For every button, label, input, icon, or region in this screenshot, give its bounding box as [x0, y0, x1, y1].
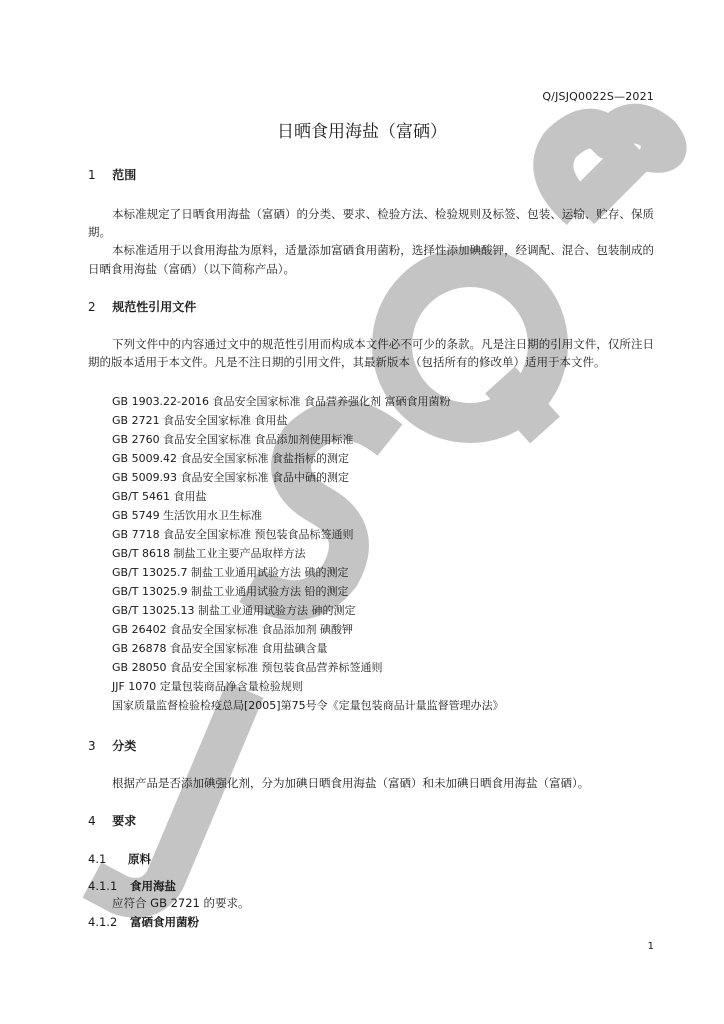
section-4-heading: [88, 812, 136, 829]
reference-item: GB 5009.42 食品安全国家标准 食盐指标的测定: [112, 452, 350, 465]
subsection-title: 食用海盐: [130, 879, 177, 893]
subsection-4-1-1-text: 应符合 GB 2721 的要求。: [112, 896, 250, 910]
subsection-number: 4.1.1: [88, 879, 118, 893]
subsection-4-1-1-heading: [88, 878, 176, 894]
subsection-number: 4.1.2: [88, 915, 118, 929]
section-number: 2: [88, 300, 96, 314]
section-1-heading: [88, 166, 136, 183]
section-2-heading: [88, 298, 196, 315]
reference-item: GB 5749 生活饮用水卫生标准: [112, 509, 263, 522]
section-title: 范围: [112, 168, 137, 182]
subsection-4-1-2-heading: [88, 914, 199, 930]
reference-item: GB/T 13025.7 制盐工业通用试验方法 碘的测定: [112, 566, 349, 579]
section-3-body: [88, 774, 654, 792]
reference-item: GB 28050 食品安全国家标准 预包装食品营养标签通则: [112, 661, 383, 674]
subsection-title: 原料: [128, 852, 152, 866]
reference-item: GB/T 13025.13 制盐工业通用试验方法 砷的测定: [112, 604, 356, 617]
reference-item: GB/T 13025.9 制盐工业通用试验方法 铅的测定: [112, 585, 349, 598]
reference-item: GB/T 5461 食用盐: [112, 490, 207, 503]
section-1-body: [88, 205, 654, 278]
reference-list: [112, 392, 504, 715]
paragraph: 下列文件中的内容通过文中的规范性引用而构成本文件必不可少的条款。凡是注日期的引用文件，仅所注日期的版本适用于本文件。凡是不注日期的引用文件，其最新版本（包括所有的修改单）适用于本文件。: [88, 337, 654, 370]
reference-item: GB 2721 食品安全国家标准 食用盐: [112, 414, 288, 427]
reference-item: GB 7718 食品安全国家标准 预包装食品标签通则: [112, 528, 354, 541]
reference-item: GB 5009.93 食品安全国家标准 食品中硒的测定: [112, 471, 350, 484]
section-title: 要求: [112, 814, 137, 828]
reference-item: GB 26402 食品安全国家标准 食品添加剂 碘酸钾: [112, 623, 354, 636]
page-number: 1: [647, 941, 654, 952]
document-code: Q/JSJQ0022S—2021: [542, 90, 654, 103]
paragraph: 本标准规定了日晒食用海盐（富硒）的分类、要求、检验方法、检验规则及标签、包装、运输、贮存、保质期。: [88, 207, 654, 240]
section-number: 4: [88, 814, 96, 828]
reference-item: 国家质量监督检验检疫总局[2005]第75号令《定量包装商品计量监督管理办法》: [112, 699, 504, 712]
reference-item: JJF 1070 定量包装商品净含量检验规则: [112, 680, 303, 693]
reference-item: GB 1903.22-2016 食品安全国家标准 食品营养强化剂 富硒食用菌粉: [112, 395, 451, 408]
reference-item: GB/T 8618 制盐工业主要产品取样方法: [112, 547, 306, 560]
subsection-4-1-heading: [88, 851, 151, 867]
subsection-title: 富硒食用菌粉: [130, 915, 200, 929]
section-title: 规范性引用文件: [112, 300, 197, 314]
section-number: 1: [88, 168, 96, 182]
section-title: 分类: [112, 739, 137, 753]
reference-item: GB 2760 食品安全国家标准 食品添加剂使用标准: [112, 433, 354, 446]
paragraph: 根据产品是否添加碘强化剂，分为加碘日晒食用海盐（富硒）和未加碘日晒食用海盐（富硒）。: [112, 776, 590, 790]
document-title: 日晒食用海盐（富硒）: [277, 122, 447, 142]
section-number: 3: [88, 739, 96, 753]
section-2-intro: [88, 335, 654, 371]
paragraph: 本标准适用于以食用海盐为原料，适量添加富硒食用菌粉，选择性添加碘酸钾，经调配、混合、包装制成的日晒食用海盐（富硒）（以下简称产品）。: [88, 243, 654, 276]
reference-item: GB 26878 食品安全国家标准 食用盐碘含量: [112, 642, 328, 655]
subsection-number: 4.1: [88, 852, 107, 866]
section-3-heading: [88, 737, 136, 754]
